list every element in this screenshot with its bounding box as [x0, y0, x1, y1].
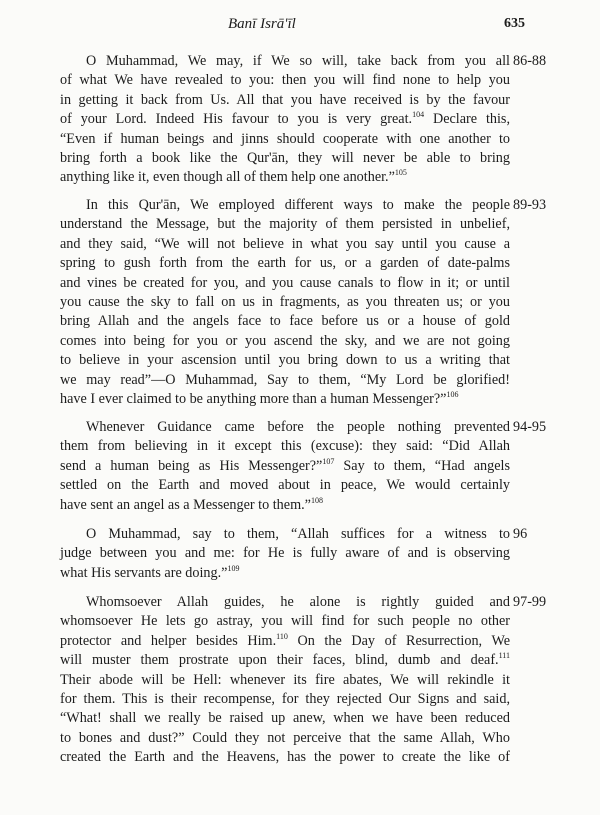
text-line: of your Lord. Indeed His favour to you is very great.$^{104}$ Declare this,: [60, 110, 510, 128]
page-number: 635: [504, 16, 525, 31]
text-line: send a human being as His Messenger?”$^{107}$ Say to them, “Had angels: [60, 456, 510, 474]
footnote-ref: 111: [498, 651, 510, 661]
text-line: whomsoever He lets go astray, you will find for such people no other: [60, 613, 510, 630]
paragraph-verses-97-99: [60, 593, 510, 768]
text-line: you cause the sky to fall on us in fragments, as you threaten us; or you: [60, 293, 510, 310]
text-line: have sent an angel as a Messenger to them.”$^{108}$: [60, 495, 323, 513]
verse-number: 89-93: [513, 197, 547, 213]
running-header: [0, 16, 600, 38]
text-line: Whomsoever Allah guides, he alone is rightly guided and: [86, 594, 510, 610]
paragraph-verses-89-93: [60, 196, 510, 409]
text-line: have I ever claimed to be anything more than a human Messenger?”$^{106}$: [60, 389, 459, 407]
text-line: O Muhammad, We may, if We so will, take back from you all: [86, 53, 510, 69]
text-line: created the Earth and the Heavens, has the power to create the like of: [60, 749, 510, 766]
text-line: Whenever Guidance came before the people nothing prevented: [86, 419, 510, 435]
chapter-title: Banī Isrā'īl: [228, 16, 296, 32]
text-line: bring Allah and the angels face to face before us or a house of gold: [60, 313, 510, 330]
paragraph-verses-86-88: [60, 52, 510, 188]
text-line: of what We have revealed to you: then you will find none to help you: [60, 72, 510, 89]
text-line: judge between you and me: for He is fully aware of and is observing: [60, 545, 510, 562]
footnote-ref: 108: [310, 495, 323, 505]
text-line: bring forth a book like the Qur'ān, they will never be able to bring: [60, 149, 510, 166]
text-line: we may read”—O Muhammad, Say to them, “My Lord be glorified!: [60, 371, 510, 388]
text-line: will muster them prostrate upon their faces, blind, dumb and deaf.$^{111}$: [60, 651, 510, 669]
text-line: comes into being for you or you ascend the sky, and we are not going: [60, 332, 510, 349]
text-line: spring to gush forth from the earth for us, or a garden of date-palms: [60, 255, 510, 272]
footnote-ref: 109: [227, 563, 240, 573]
text-line: and they said, “We will not believe in what you say until you cause a: [60, 235, 510, 252]
paragraph-verses-94-95: [60, 418, 510, 515]
footnote-ref: 105: [394, 168, 407, 178]
footnote-ref: 107: [322, 456, 335, 466]
text-line: Their abode will be Hell: whenever its fire abates, We will rekindle it: [60, 671, 510, 688]
text-line: what His servants are doing.”$^{109}$: [60, 563, 240, 581]
text-line: and vines be created for you, and you cause canals to flow in it; or until: [60, 274, 510, 291]
text-line: settled on the Earth and moved about in peace, We would certainly: [60, 477, 510, 494]
text-line: In this Qur'ān, We employed different ways to make the people: [86, 197, 510, 213]
verse-number: 86-88: [513, 53, 547, 69]
text-line: for them. This is their recompense, for they rejected Our Signs and said,: [60, 690, 510, 707]
text-line: to believe in your ascension until you bring down to us a writing that: [60, 352, 510, 369]
verse-number: 94-95: [513, 419, 547, 435]
footnote-ref: 110: [276, 631, 288, 641]
verse-number: 97-99: [513, 594, 547, 610]
paragraph-verse-96: [60, 525, 510, 583]
text-line: “What! shall we really be raised up anew, when we have been reduced: [60, 710, 510, 727]
verse-number: 96: [513, 526, 528, 542]
text-line: “Even if human beings and jinns should cooperate with one another to: [60, 130, 510, 147]
footnote-ref: 104: [412, 110, 425, 120]
text-line: in getting it back from Us. All that you have received is by the favour: [60, 91, 510, 108]
footnote-ref: 106: [446, 389, 459, 399]
text-line: them from believing in it except this (excuse): they said: “Did Allah: [60, 438, 510, 455]
text-line: anything like it, even though all of them help one another.”$^{105}$: [60, 168, 407, 186]
text-line: O Muhammad, say to them, “Allah suffices for a witness to: [86, 526, 510, 542]
text-line: protector and helper besides Him.$^{110}$ On the Day of Resurrection, We: [60, 631, 510, 649]
text-line: to bones and dust?” Could they not perceive that the same Allah, Who: [60, 729, 510, 746]
text-line: understand the Message, but the majority of them persisted in unbelief,: [60, 216, 510, 233]
